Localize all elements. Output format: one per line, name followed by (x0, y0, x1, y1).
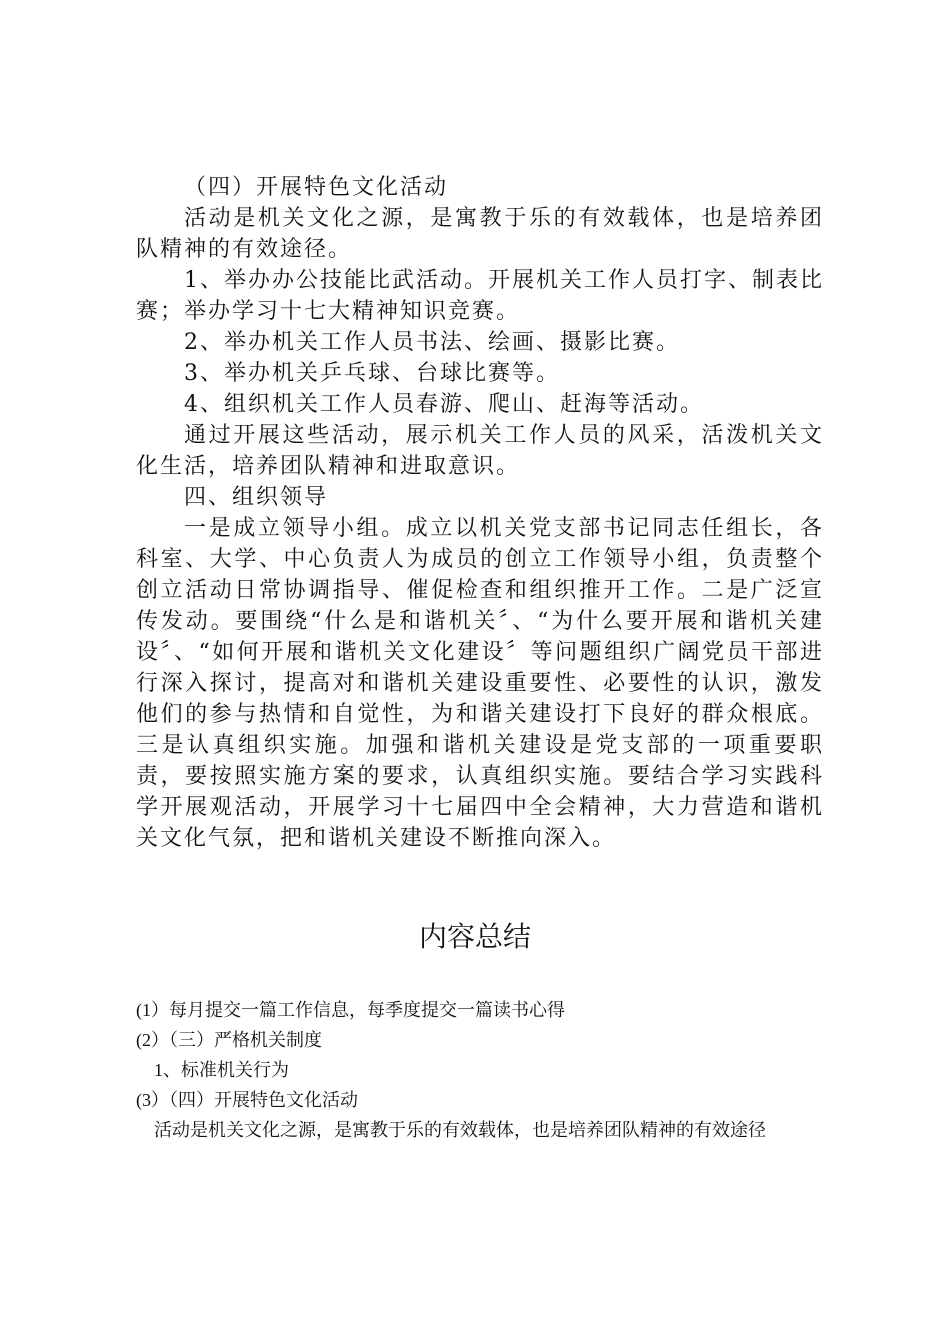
paragraph: 通过开展这些活动，展示机关工作人员的风采，活泼机关文化生活，培养团队精神和进取意识。 (136, 423, 824, 479)
list-item: 3、举办机关乒乓球、台球比赛等。 (184, 361, 560, 386)
section-heading: （四）开展特色文化活动 (184, 175, 449, 200)
list-item: 1、举办办公技能比武活动。开展机关工作人员打字、制表比赛；举办学习十七大精神知识竞赛。 (136, 268, 824, 324)
summary-list (136, 995, 826, 1145)
paragraph: 活动是机关文化之源，是寓教于乐的有效载体，也是培养团队精神的有效途径。 (136, 206, 824, 262)
summary-item: (2）（三）严格机关制度 (136, 1030, 322, 1050)
summary-item: (1）每月提交一篇工作信息，每季度提交一篇读书心得 (136, 1000, 565, 1020)
summary-item: (3）（四）开展特色文化活动 (136, 1090, 358, 1110)
summary-title: 内容总结 (418, 920, 531, 953)
list-item: 2、举办机关工作人员书法、绘画、摄影比赛。 (184, 330, 680, 355)
section-heading: 四、组织领导 (184, 485, 329, 510)
summary-item: 活动是机关文化之源，是寓教于乐的有效载体，也是培养团队精神的有效途径 (154, 1120, 766, 1140)
summary-item: 1、标准机关行为 (154, 1060, 289, 1080)
main-body (136, 172, 824, 854)
paragraph: 一是成立领导小组。成立以机关党支部书记同志任组长，各科室、大学、中心负责人为成员的创立工作领导小组，负责整个创立活动日常协调指导、催促检查和组织推开工作。二是广泛宣传发动。要围绕“什么是和谐机关〞、“为什么要开展和谐机关建设〞、“如何开展和谐机关文化建设〞等问题组织广阔党员干部进行深入探讨，提高对和谐机关建设重要性、必要性的认识，激发他们的参与热情和自觉性，为和谐关建设打下良好的群众根底。三是认真组织实施。加强和谐机关建设是党支部的一项重要职责，要按照实施方案的要求，认真组织实施。要结合学习实践科学开展观活动，开展学习十七届四中全会精神，大力营造和谐机关文化气氛，把和谐机关建设不断推向深入。 (136, 516, 824, 851)
list-item: 4、组织机关工作人员春游、爬山、赶海等活动。 (184, 392, 704, 417)
